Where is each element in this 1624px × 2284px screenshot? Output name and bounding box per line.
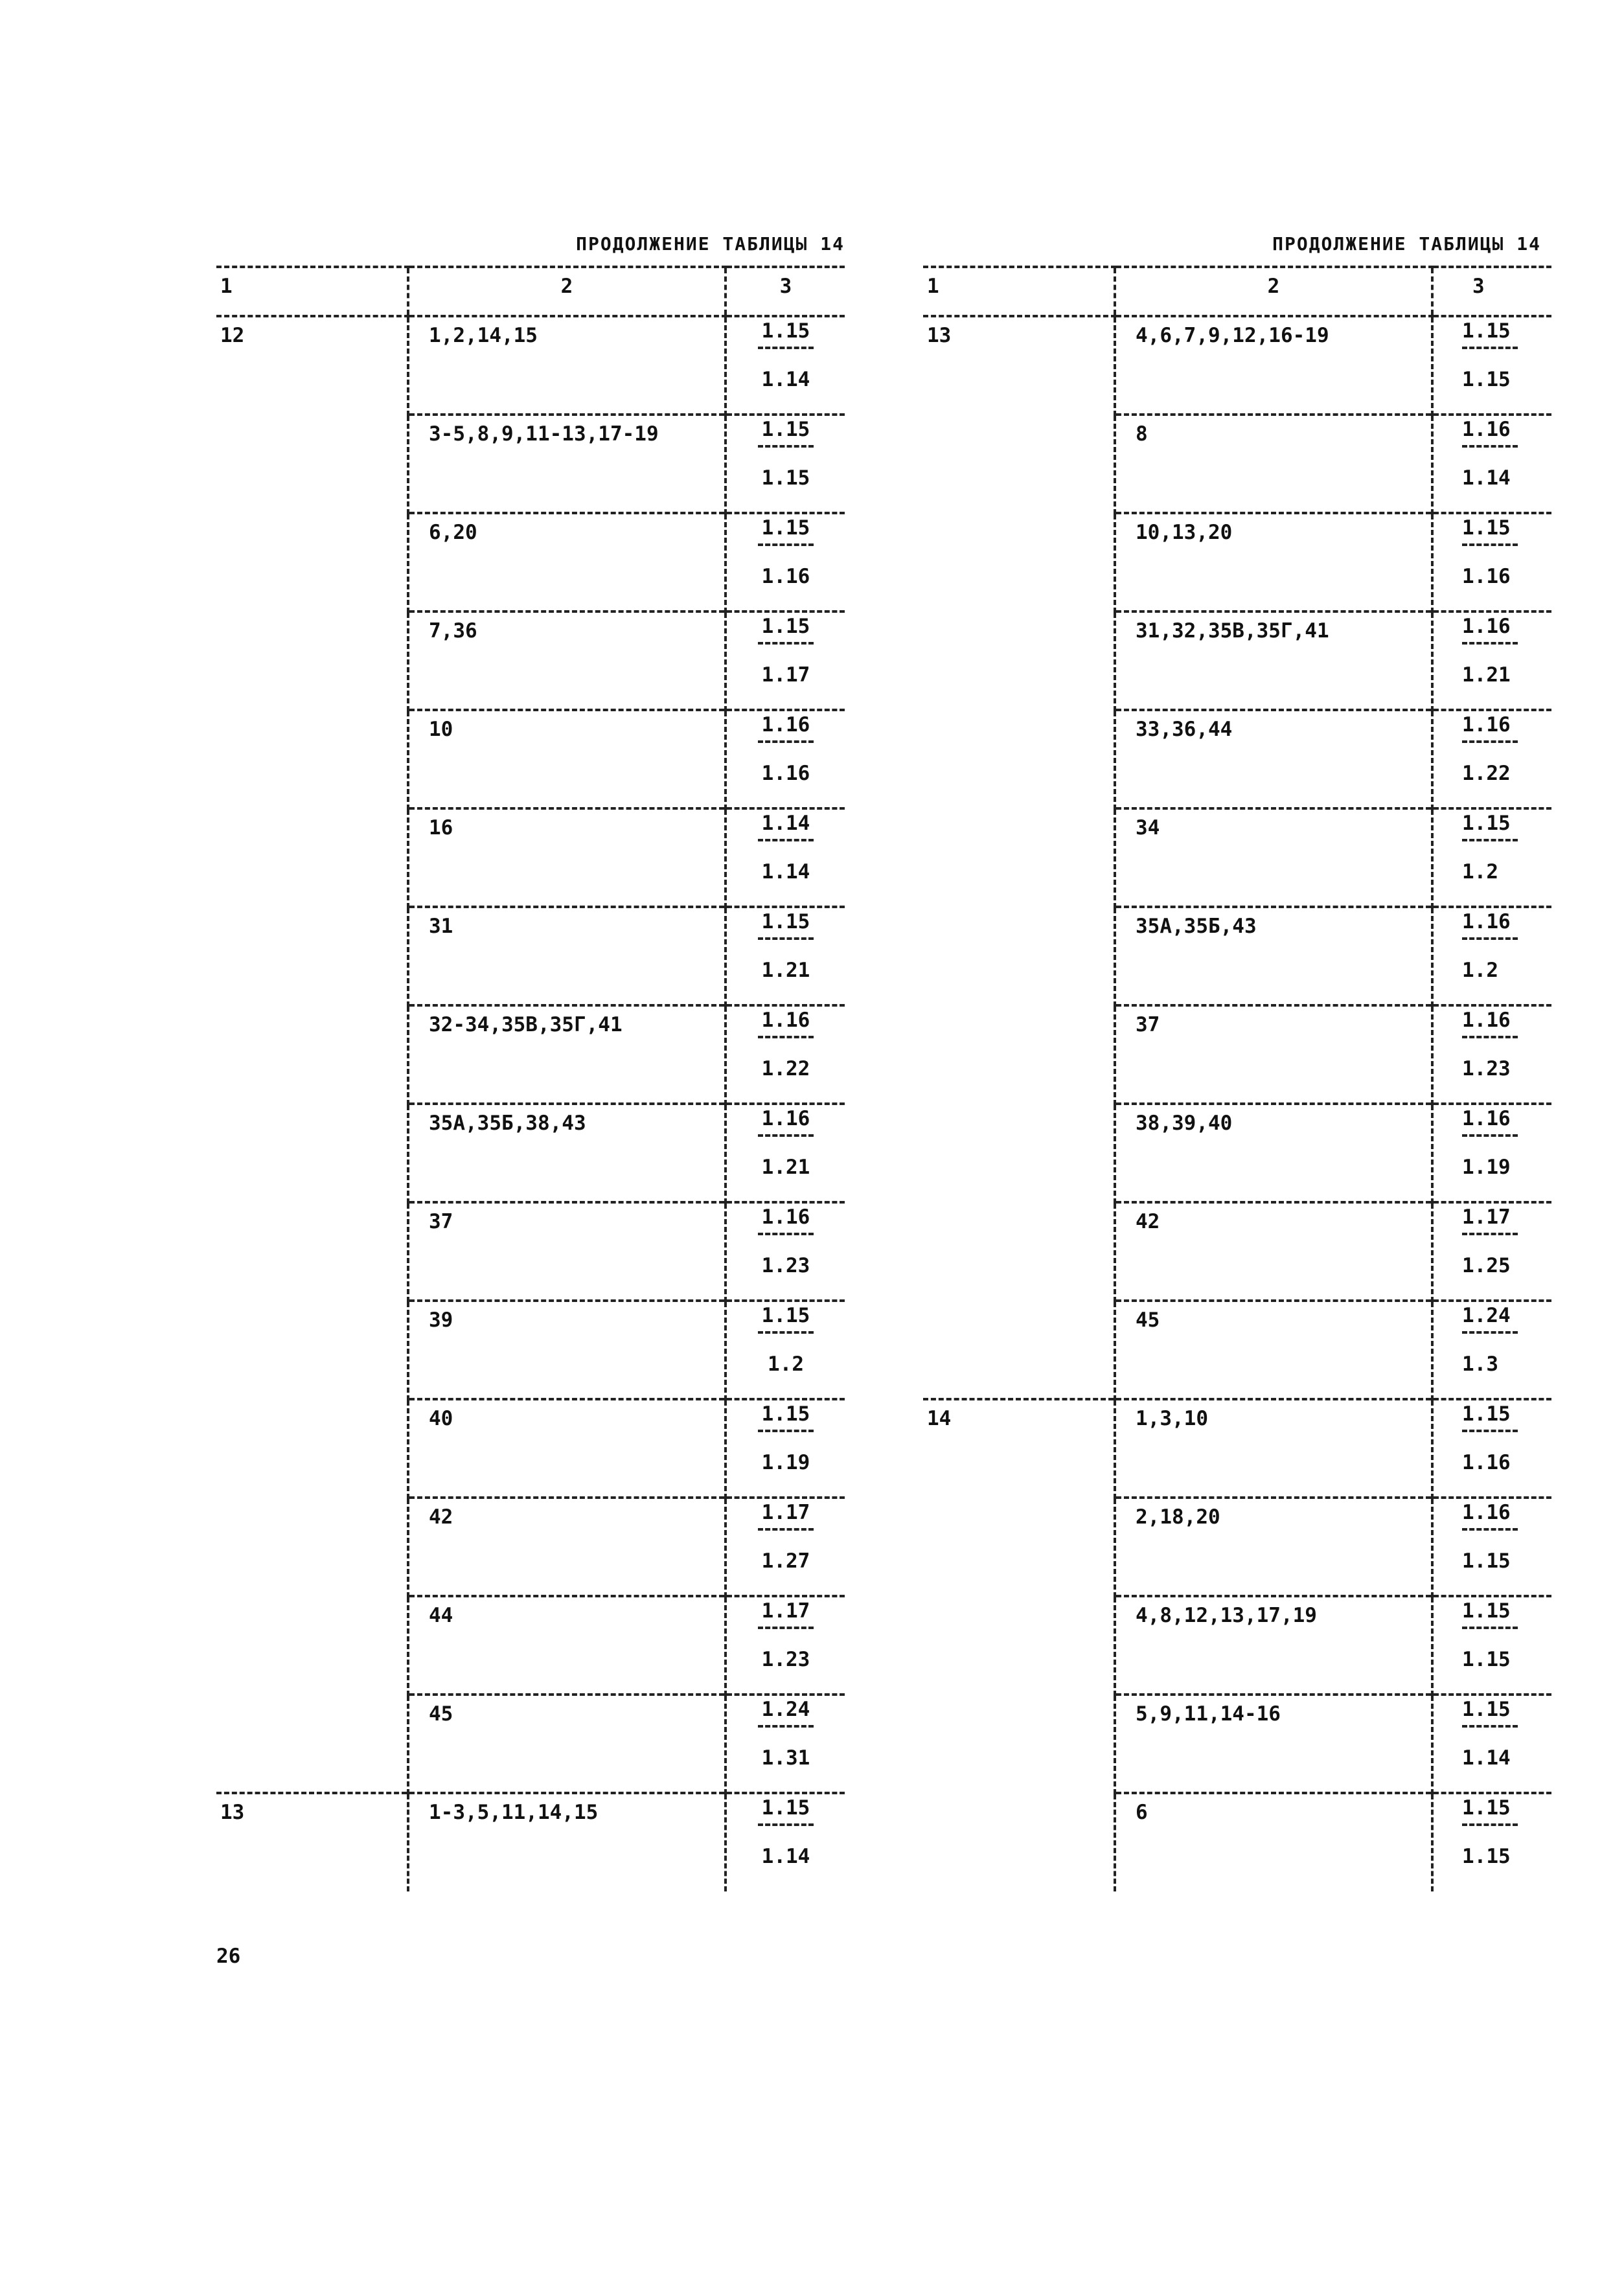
item-numbers-cell: 37 [408, 1202, 726, 1301]
coefficient-fraction [1462, 1798, 1518, 1867]
coefficient-numerator: 1.24 [761, 1698, 810, 1721]
item-numbers-cell: 7,36 [408, 611, 726, 710]
coefficient-denominator: 1.2 [1462, 860, 1498, 884]
coefficient-cell [1432, 415, 1551, 513]
table-row [923, 415, 1551, 513]
column-header: 1 [216, 267, 408, 316]
coefficient-cell [1432, 1202, 1551, 1301]
coefficient-denominator: 1.15 [1462, 368, 1511, 391]
table-row [923, 1005, 1551, 1104]
group-cell-empty [216, 513, 408, 611]
group-label: 13 [927, 324, 952, 347]
right-table [923, 266, 1551, 1891]
coefficient-numerator: 1.16 [761, 1107, 810, 1130]
column-header: 3 [726, 267, 845, 316]
coefficient-numerator: 1.15 [761, 516, 810, 540]
coefficient-denominator: 1.22 [761, 1057, 810, 1080]
item-numbers-cell: 5,9,11,14-16 [1115, 1695, 1432, 1793]
coefficient-cell [726, 1695, 845, 1793]
group-cell-empty [216, 1695, 408, 1793]
group-cell-empty [216, 611, 408, 710]
coefficient-numerator: 1.15 [1462, 1698, 1511, 1721]
coefficient-fraction [758, 1306, 814, 1375]
coefficient-fraction [1462, 715, 1518, 784]
coefficient-denominator: 1.21 [761, 959, 810, 982]
item-numbers-cell: 10 [408, 710, 726, 808]
item-numbers-cell: 4,8,12,13,17,19 [1115, 1596, 1432, 1695]
group-cell-empty [216, 1399, 408, 1498]
coefficient-cell [726, 710, 845, 808]
table-row [923, 1793, 1551, 1891]
coefficient-numerator: 1.15 [1462, 812, 1511, 835]
item-numbers-cell: 40 [408, 1399, 726, 1498]
left-page-half [216, 0, 845, 2284]
table-row [923, 1301, 1551, 1399]
coefficient-numerator: 1.17 [1462, 1205, 1511, 1229]
item-numbers-cell: 39 [408, 1301, 726, 1399]
coefficient-fraction [758, 1404, 814, 1473]
table-row [216, 1498, 845, 1596]
table-row [216, 1005, 845, 1104]
coefficient-numerator: 1.15 [761, 910, 810, 933]
group-cell-empty [923, 1005, 1115, 1104]
table-row [216, 808, 845, 907]
table-row [923, 1399, 1551, 1498]
coefficient-fraction [758, 814, 814, 882]
coefficient-numerator: 1.15 [1462, 1402, 1511, 1426]
coefficient-fraction [758, 1601, 814, 1670]
group-cell-empty [923, 415, 1115, 513]
coefficient-cell [726, 1596, 845, 1695]
coefficient-numerator: 1.15 [761, 418, 810, 441]
coefficient-denominator: 1.21 [761, 1156, 810, 1179]
item-numbers-cell: 45 [1115, 1301, 1432, 1399]
coefficient-fraction [1462, 321, 1518, 390]
coefficient-cell [726, 808, 845, 907]
group-cell-empty [216, 1596, 408, 1695]
coefficient-cell [726, 1202, 845, 1301]
item-numbers-cell: 35А,35Б,38,43 [408, 1104, 726, 1202]
table-row [923, 710, 1551, 808]
coefficient-numerator: 1.16 [1462, 713, 1511, 737]
coefficient-cell [1432, 1005, 1551, 1104]
coefficient-numerator: 1.17 [761, 1599, 810, 1623]
group-cell-empty [216, 710, 408, 808]
coefficient-numerator: 1.15 [1462, 319, 1511, 343]
table-row [216, 1695, 845, 1793]
coefficient-cell [726, 907, 845, 1005]
coefficient-cell [1432, 808, 1551, 907]
coefficient-cell [1432, 1399, 1551, 1498]
coefficient-denominator: 1.23 [1462, 1057, 1511, 1080]
coefficient-numerator: 1.24 [1462, 1304, 1511, 1327]
coefficient-denominator: 1.27 [761, 1549, 810, 1573]
coefficient-numerator: 1.15 [1462, 1599, 1511, 1623]
coefficient-cell [726, 316, 845, 415]
coefficient-numerator: 1.16 [1462, 418, 1511, 441]
coefficient-fraction [1462, 518, 1518, 587]
group-cell-empty [216, 808, 408, 907]
coefficient-fraction [1462, 1109, 1518, 1178]
table-row [216, 1301, 845, 1399]
coefficient-fraction [1462, 1207, 1518, 1276]
coefficient-denominator: 1.17 [761, 663, 810, 687]
table-row [923, 1498, 1551, 1596]
coefficient-fraction [758, 912, 814, 981]
coefficient-numerator: 1.16 [1462, 1009, 1511, 1032]
coefficient-fraction [1462, 1700, 1518, 1768]
coefficient-denominator: 1.21 [1462, 663, 1511, 687]
coefficient-fraction [1462, 814, 1518, 882]
coefficient-denominator: 1.16 [761, 565, 810, 588]
coefficient-denominator: 1.19 [761, 1451, 810, 1474]
coefficient-denominator: 1.19 [1462, 1156, 1511, 1179]
coefficient-numerator: 1.16 [761, 1205, 810, 1229]
coefficient-denominator: 1.22 [1462, 762, 1511, 785]
table-header-row [216, 267, 845, 316]
coefficient-denominator: 1.25 [1462, 1254, 1511, 1277]
coefficient-fraction [758, 1109, 814, 1178]
coefficient-fraction [1462, 1601, 1518, 1670]
item-numbers-cell: 45 [408, 1695, 726, 1793]
group-cell-empty [923, 1793, 1115, 1891]
coefficient-denominator: 1.14 [1462, 466, 1511, 490]
right-page-half [923, 0, 1624, 2284]
table-row [216, 611, 845, 710]
group-cell-empty [923, 1202, 1115, 1301]
coefficient-numerator: 1.15 [761, 1402, 810, 1426]
coefficient-denominator: 1.15 [1462, 1845, 1511, 1868]
coefficient-numerator: 1.16 [761, 713, 810, 737]
table-row [216, 1793, 845, 1891]
group-cell-empty [923, 1596, 1115, 1695]
coefficient-fraction [1462, 1404, 1518, 1473]
group-cell-empty [216, 1005, 408, 1104]
coefficient-cell [726, 1793, 845, 1891]
item-numbers-cell: 31 [408, 907, 726, 1005]
item-numbers-cell: 4,6,7,9,12,16-19 [1115, 316, 1432, 415]
item-numbers-cell: 1,2,14,15 [408, 316, 726, 415]
item-numbers-cell: 31,32,35В,35Г,41 [1115, 611, 1432, 710]
coefficient-numerator: 1.14 [761, 812, 810, 835]
table-row [216, 1596, 845, 1695]
item-numbers-cell: 32-34,35В,35Г,41 [408, 1005, 726, 1104]
coefficient-numerator: 1.16 [1462, 910, 1511, 933]
coefficient-numerator: 1.15 [1462, 1796, 1511, 1820]
coefficient-cell [726, 1104, 845, 1202]
group-cell-empty [923, 710, 1115, 808]
coefficient-fraction [758, 1207, 814, 1276]
coefficient-numerator: 1.17 [761, 1501, 810, 1524]
group-cell-empty [923, 808, 1115, 907]
coefficient-numerator: 1.15 [761, 1304, 810, 1327]
continuation-label: ПРОДОЛЖЕНИЕ ТАБЛИЦЫ 14 [1272, 233, 1541, 255]
coefficient-numerator: 1.16 [1462, 1501, 1511, 1524]
coefficient-cell [1432, 1104, 1551, 1202]
group-cell-empty [923, 1695, 1115, 1793]
coefficient-fraction [758, 321, 814, 390]
group-cell-empty [216, 907, 408, 1005]
coefficient-denominator: 1.15 [1462, 1549, 1511, 1573]
coefficient-cell [1432, 710, 1551, 808]
item-numbers-cell: 3-5,8,9,11-13,17-19 [408, 415, 726, 513]
group-cell-empty [216, 1301, 408, 1399]
coefficient-cell [726, 415, 845, 513]
coefficient-cell [726, 1399, 845, 1498]
table-row [216, 316, 845, 415]
table-row [216, 1104, 845, 1202]
table-row [923, 1596, 1551, 1695]
coefficient-fraction [1462, 420, 1518, 488]
item-numbers-cell: 37 [1115, 1005, 1432, 1104]
coefficient-fraction [1462, 1011, 1518, 1079]
coefficient-fraction [1462, 1503, 1518, 1571]
coefficient-denominator: 1.16 [761, 762, 810, 785]
item-numbers-cell: 42 [408, 1498, 726, 1596]
coefficient-numerator: 1.15 [761, 319, 810, 343]
table-row [216, 710, 845, 808]
item-numbers-cell: 1,3,10 [1115, 1399, 1432, 1498]
coefficient-denominator: 1.14 [761, 860, 810, 884]
table-row [923, 1104, 1551, 1202]
continuation-label: ПРОДОЛЖЕНИЕ ТАБЛИЦЫ 14 [576, 233, 845, 255]
coefficient-fraction [758, 715, 814, 784]
coefficient-cell [1432, 1301, 1551, 1399]
table-row [216, 513, 845, 611]
item-numbers-cell: 6 [1115, 1793, 1432, 1891]
item-numbers-cell: 16 [408, 808, 726, 907]
group-label: 14 [923, 1399, 1115, 1498]
coefficient-fraction [1462, 617, 1518, 685]
table-row [923, 808, 1551, 907]
coefficient-denominator: 1.23 [761, 1648, 810, 1671]
table-row [923, 513, 1551, 611]
item-numbers-cell: 44 [408, 1596, 726, 1695]
coefficient-numerator: 1.16 [761, 1009, 810, 1032]
table-header-row [923, 267, 1551, 316]
coefficient-fraction [1462, 912, 1518, 981]
group-cell-empty [923, 611, 1115, 710]
group-label: 12 [220, 324, 245, 347]
item-numbers-cell: 38,39,40 [1115, 1104, 1432, 1202]
coefficient-cell [726, 1301, 845, 1399]
coefficient-cell [1432, 1596, 1551, 1695]
item-numbers-cell: 35А,35Б,43 [1115, 907, 1432, 1005]
table-row [216, 1399, 845, 1498]
group-cell-empty [923, 513, 1115, 611]
coefficient-denominator: 1.3 [1462, 1353, 1498, 1376]
coefficient-fraction [1462, 1306, 1518, 1375]
coefficient-denominator: 1.15 [1462, 1648, 1511, 1671]
coefficient-fraction [758, 420, 814, 488]
group-cell-empty [216, 1202, 408, 1301]
coefficient-numerator: 1.16 [1462, 615, 1511, 638]
coefficient-denominator: 1.16 [1462, 1451, 1511, 1474]
coefficient-denominator: 1.2 [1462, 959, 1498, 982]
table-row [923, 1695, 1551, 1793]
coefficient-denominator: 1.23 [761, 1254, 810, 1277]
coefficient-fraction [758, 1011, 814, 1079]
item-numbers-cell: 34 [1115, 808, 1432, 907]
group-cell-empty [923, 1301, 1115, 1399]
coefficient-cell [726, 513, 845, 611]
table-row [216, 415, 845, 513]
coefficient-fraction [758, 1700, 814, 1768]
coefficient-cell [1432, 1695, 1551, 1793]
coefficient-cell [1432, 513, 1551, 611]
coefficient-numerator: 1.16 [1462, 1107, 1511, 1130]
coefficient-fraction [758, 518, 814, 587]
item-numbers-cell: 33,36,44 [1115, 710, 1432, 808]
coefficient-denominator: 1.16 [1462, 565, 1511, 588]
coefficient-denominator: 1.2 [768, 1353, 804, 1376]
coefficient-fraction [758, 1503, 814, 1571]
column-header: 2 [408, 267, 726, 316]
group-label: 13 [216, 1793, 408, 1891]
column-header: 2 [1115, 267, 1432, 316]
table-row [923, 907, 1551, 1005]
coefficient-fraction [758, 1798, 814, 1867]
item-numbers-cell: 2,18,20 [1115, 1498, 1432, 1596]
group-cell-empty [216, 415, 408, 513]
item-numbers-cell: 42 [1115, 1202, 1432, 1301]
coefficient-numerator: 1.15 [761, 1796, 810, 1820]
group-cell-empty [923, 907, 1115, 1005]
coefficient-cell [726, 1005, 845, 1104]
coefficient-denominator: 1.15 [761, 466, 810, 490]
coefficient-denominator: 1.14 [761, 1845, 810, 1868]
coefficient-denominator: 1.14 [761, 368, 810, 391]
coefficient-cell [726, 611, 845, 710]
group-cell-empty [923, 1104, 1115, 1202]
table-row [216, 907, 845, 1005]
table-row [923, 316, 1551, 415]
item-numbers-cell: 8 [1115, 415, 1432, 513]
coefficient-cell [1432, 1793, 1551, 1891]
left-table [216, 266, 845, 1891]
table-row [923, 611, 1551, 710]
coefficient-numerator: 1.15 [1462, 516, 1511, 540]
coefficient-cell [1432, 1498, 1551, 1596]
coefficient-cell [1432, 907, 1551, 1005]
table-row [216, 1202, 845, 1301]
group-cell-empty [216, 1104, 408, 1202]
coefficient-cell [1432, 611, 1551, 710]
coefficient-cell [1432, 316, 1551, 415]
group-cell-empty [216, 1498, 408, 1596]
item-numbers-cell: 1-3,5,11,14,15 [408, 1793, 726, 1891]
group-cell-empty [923, 1498, 1115, 1596]
coefficient-cell [726, 1498, 845, 1596]
coefficient-denominator: 1.31 [761, 1746, 810, 1770]
coefficient-denominator: 1.14 [1462, 1746, 1511, 1770]
column-header: 1 [923, 267, 1115, 316]
table-row [923, 1202, 1551, 1301]
coefficient-numerator: 1.15 [761, 615, 810, 638]
item-numbers-cell: 6,20 [408, 513, 726, 611]
page-number: 26 [216, 1945, 241, 1968]
coefficient-fraction [758, 617, 814, 685]
item-numbers-cell: 10,13,20 [1115, 513, 1432, 611]
column-header: 3 [1432, 267, 1551, 316]
